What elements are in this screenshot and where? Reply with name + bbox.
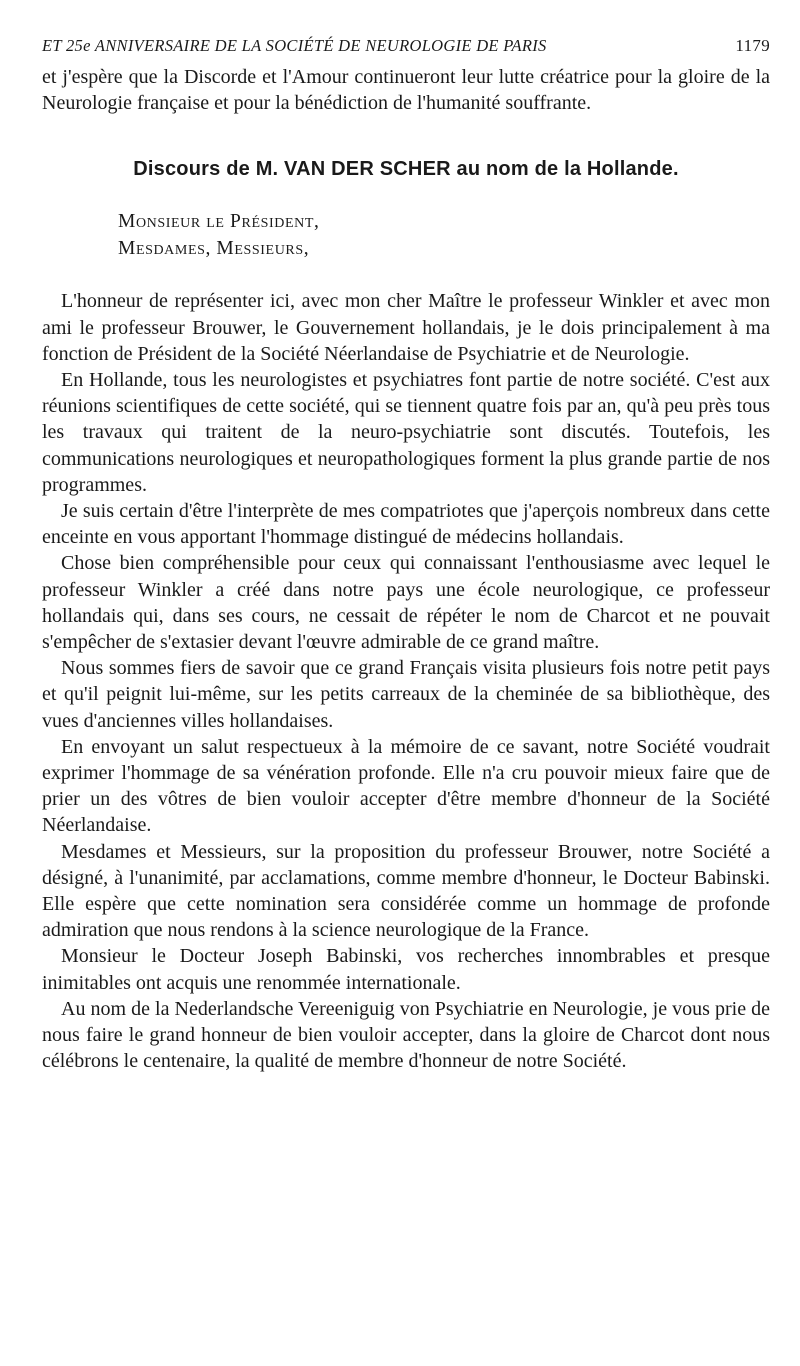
document-page (42, 36, 770, 1075)
salutation-line: Mesdames, Messieurs, (118, 237, 310, 259)
speech-paragraph: Je suis certain d'être l'interprète de mes compatriotes que j'aperçois nombreux dans cette enceinte en vous apportant l'hommage distingué de médecins hollandais. (42, 500, 770, 549)
speech-paragraph: Monsieur le Docteur Joseph Babinski, vos recherches innombrables et presque inimitables ont acquis une renommée internationale. (42, 945, 770, 994)
speech-paragraph: Au nom de la Nederlandsche Vereeniguig von Psychiatrie en Neurologie, je vous prie de nous faire le grand honneur de bien vouloir accepter, dans la gloire de Charcot dont nous célébrons le centenaire, la qualité de membre d'honneur de notre Société. (42, 997, 770, 1073)
running-title: ET 25e ANNIVERSAIRE DE LA SOCIÉTÉ DE NEUROLOGIE DE PARIS (42, 36, 547, 55)
running-header (42, 36, 770, 64)
speech-paragraph: Nous sommes fiers de savoir que ce grand Français visita plusieurs fois notre petit pays et qu'il peignit lui-même, sur les petits carreaux de la cheminée de sa bibliothèque, des vues d'anciennes villes hollandaises. (42, 657, 770, 732)
speech-paragraph: Chose bien compréhensible pour ceux qui connaissant l'enthousiasme avec lequel le professeur Winkler a créé dans notre pays une école neurologique, ce professeur hollandais qui, dans ses cours, ne cessait de répéter le nom de Charcot et ne pouvait s'empêcher de s'extasier devant l'œuvre admirable de ce grand maître. (42, 552, 770, 654)
intro-paragraph: et j'espère que la Discorde et l'Amour continueront leur lutte créatrice pour la gloire de la Neurologie française et pour la bénédiction de l'humanité souffrante. (42, 66, 770, 115)
speech-paragraph: Mesdames et Messieurs, sur la proposition du professeur Brouwer, notre Société a désigné, à l'unanimité, par acclamations, comme membre d'honneur, le Docteur Babinski. Elle espère que cette nomination sera considérée comme un hommage de profonde admiration que nous rendons à la science neurologique de la France. (42, 840, 770, 942)
salutation-line: Monsieur le Président, (118, 211, 320, 233)
salutation (118, 209, 770, 262)
speech-title: Discours de M. VAN DER SCHER au nom de la Hollande. (133, 158, 679, 181)
speech-paragraph: En Hollande, tous les neurologistes et psychiatres font partie de notre société. C'est aux réunions scientifiques de cette société, qui se tiennent quatre fois par an, qu'à peu près tous les travaux qui traitent de la neuro-psychiatrie sont discutés. Toutefois, les communications neurologiques et neuropathologiques forment la plus grande partie de nos programmes. (42, 369, 770, 496)
page-number: 1179 (735, 36, 770, 55)
speech-paragraph: En envoyant un salut respectueux à la mémoire de ce savant, notre Société voudrait exprimer l'hommage de sa vénération profonde. Elle n'a cru pouvoir mieux faire que de prier un des vôtres de bien vouloir accepter d'être membre d'honneur de la Société Néerlandaise. (42, 735, 770, 837)
speech-paragraph: L'honneur de représenter ici, avec mon cher Maître le professeur Winkler et avec mon ami le professeur Brouwer, le Gouvernement hollandais, je le dois principalement à ma fonction de Président de la Société Néerlandaise de Psychiatrie et de Neurologie. (42, 290, 770, 365)
